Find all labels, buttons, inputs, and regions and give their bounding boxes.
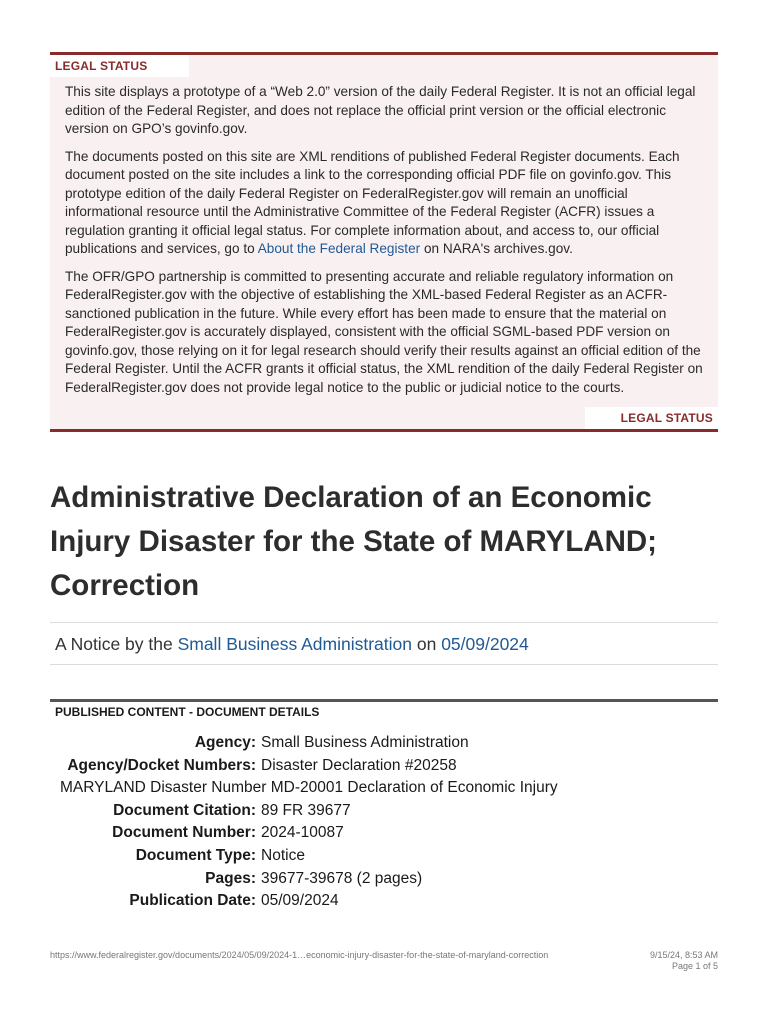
agency-value: Small Business Administration (261, 734, 469, 751)
detail-row-docket-2 (50, 777, 718, 800)
citation-value: 89 FR 39677 (261, 801, 351, 819)
agency-link[interactable]: Small Business Administration (177, 634, 412, 654)
legal-paragraph-2 (65, 148, 705, 259)
detail-row-type (50, 845, 718, 868)
publication-date-value: 05/09/2024 (261, 892, 339, 910)
detail-row-pages (50, 868, 718, 891)
docket-label: Agency/Docket Numbers: (67, 756, 256, 774)
detail-row-citation (50, 800, 718, 823)
footer-meta (650, 950, 718, 972)
docket-value: Disaster Declaration #20258 (261, 756, 457, 774)
publication-date-label: Publication Date: (129, 892, 256, 910)
pages-value: 39677-39678 (2 pages) (261, 869, 423, 887)
legal-status-label-top: LEGAL STATUS (50, 55, 189, 77)
detail-row-pubdate (50, 890, 718, 913)
legal-paragraph-2-start: The documents posted on this site are XML renditions of published Federal Register documents. Each document posted on the site includes a link to the corresponding official PDF file on govinfo.gov. This prototype edition of the daily Federal Register on FederalRegister.gov will remain an unofficial informational resource until the Administrative Committee of the Federal Register (ACFR) issues a regulation granting it official legal status. For complete information about, and access to, our official publications and services, go to (65, 148, 680, 256)
about-federal-register-link[interactable]: About the Federal Register (257, 241, 421, 256)
document-number-value: 2024-10087 (261, 824, 344, 842)
legal-status-label-bottom: LEGAL STATUS (585, 407, 718, 429)
footer-timestamp: 9/15/24, 8:53 AM (649, 950, 718, 960)
legal-paragraph-2-end: on NARA's archives.gov. (420, 241, 573, 256)
legal-paragraph-1: This site displays a prototype of a “Web 2.0” version of the daily Federal Register. It is not an official legal edition of the Federal Register, and does not replace the official print version or the official electronic version on GPO’s govinfo.gov. (65, 84, 696, 136)
citation-label: Document Citation: (113, 801, 256, 819)
document-details (50, 732, 718, 910)
byline-prefix: A Notice by the (55, 634, 178, 654)
byline-mid: on (411, 634, 442, 654)
document-details-heading: PUBLISHED CONTENT - DOCUMENT DETAILS (50, 699, 718, 721)
legal-status-text (65, 83, 705, 406)
document-type-label: Document Type: (135, 846, 256, 864)
pages-label: Pages: (205, 869, 256, 887)
footer-url: https://www.federalregister.gov/documents/2024/05/09/2024-1…economic-injury-disaster-for-the-state-of-maryland-correction (50, 950, 549, 960)
detail-row-docket (50, 755, 718, 778)
publication-date-link[interactable]: 05/09/2024 (441, 634, 529, 654)
document-byline (50, 622, 718, 665)
legal-paragraph-3: The OFR/GPO partnership is committed to presenting accurate and reliable regulatory information on FederalRegister.gov with the objective of establishing the XML-based Federal Register as an ACFR-sanctioned publication in the future. While every effort has been made to ensure that the material on FederalRegister.gov is accurately displayed, consistent with the official SGML-based PDF version on govinfo.gov, those relying on it for legal research should verify their results against an official edition of the Federal Register. Until the ACFR grants it official status, the XML rendition of the daily Federal Register on FederalRegister.gov does not provide legal notice to the public or judicial notice to the courts. (65, 268, 703, 395)
document-type-value: Notice (261, 846, 305, 864)
detail-row-number (50, 822, 718, 845)
agency-label: Agency: (194, 734, 256, 751)
footer-page-number: Page 1 of 5 (671, 961, 718, 971)
document-title: Administrative Declaration of an Economic Injury Disaster for the State of MARYLAND; Correction (50, 481, 657, 602)
document-number-label: Document Number: (112, 824, 256, 842)
legal-status-box (50, 52, 718, 432)
docket-value-2: MARYLAND Disaster Number MD-20001 Declaration of Economic Injury (60, 779, 558, 797)
detail-row-agency (50, 732, 718, 755)
